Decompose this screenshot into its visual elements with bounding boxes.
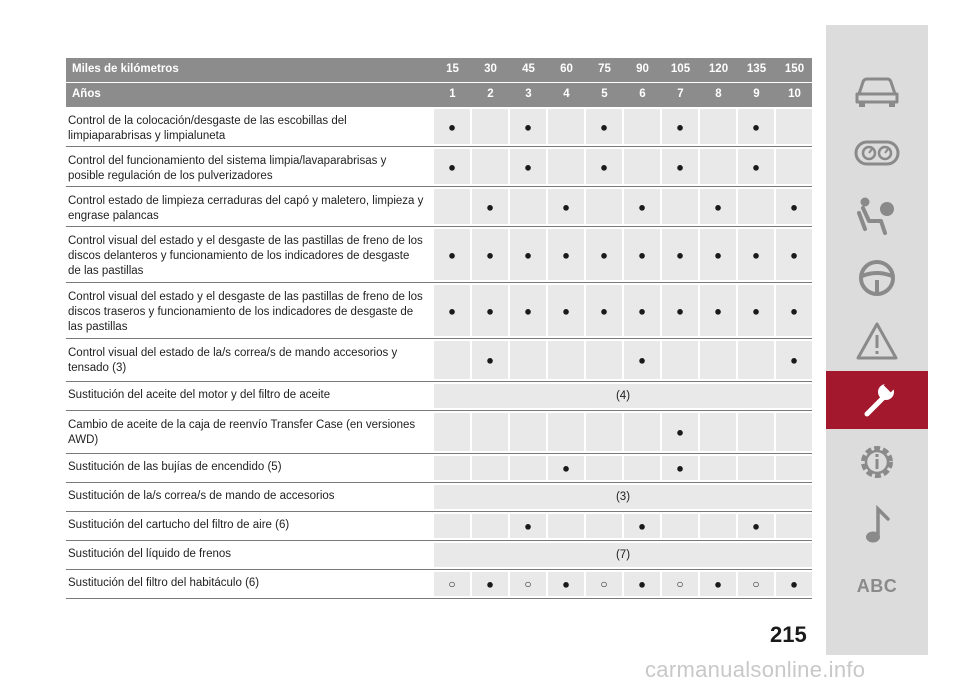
table-row	[66, 454, 812, 483]
interval-cell	[472, 189, 508, 224]
interval-cell	[586, 285, 622, 336]
table-row	[66, 187, 812, 227]
filled-circle-mark: ●	[676, 424, 684, 440]
filled-circle-mark: ●	[638, 303, 646, 318]
filled-circle-mark: ●	[600, 303, 608, 318]
interval-cell	[624, 285, 660, 336]
row-description: Sustitución del cartucho del filtro de aire (6)	[68, 519, 290, 531]
interval-cell	[434, 413, 470, 451]
interval-cell	[738, 514, 774, 538]
table-row	[66, 107, 812, 147]
interval-cell	[434, 572, 470, 596]
abc-index-icon: ABC	[856, 575, 898, 596]
interval-cell	[548, 413, 584, 451]
filled-circle-mark: ●	[524, 159, 532, 174]
interval-cell	[586, 189, 622, 224]
interval-cell	[700, 189, 736, 224]
row-description: Sustitución de las bujías de encendido (5)	[68, 461, 282, 473]
interval-cell	[624, 341, 660, 379]
interval-cell	[776, 572, 812, 596]
interval-cell	[738, 572, 774, 596]
header-years-row	[66, 83, 812, 107]
filled-circle-mark: ●	[714, 199, 722, 214]
interval-cell	[662, 149, 698, 184]
airbag-seat-icon	[855, 195, 899, 235]
sidebar-item-technical-data[interactable]	[826, 433, 928, 491]
interval-cell	[510, 189, 546, 224]
filled-circle-mark: ●	[638, 518, 646, 534]
sidebar-item-maintenance[interactable]	[826, 371, 928, 429]
interval-cell	[624, 572, 660, 596]
interval-cell	[548, 149, 584, 184]
interval-cell	[434, 456, 470, 480]
filled-circle-mark: ●	[676, 119, 684, 134]
sidebar-item-safety[interactable]	[826, 186, 928, 244]
interval-cell	[586, 514, 622, 538]
km-value: 60	[560, 63, 573, 75]
filled-circle-mark: ●	[562, 576, 570, 592]
row-description: Control de la colocación/desgaste de las escobillas del limpiaparabrisas y limpialuneta	[68, 115, 347, 142]
interval-cell	[586, 149, 622, 184]
interval-cell	[510, 285, 546, 336]
km-value: 30	[484, 63, 497, 75]
interval-cells	[434, 514, 812, 538]
open-circle-mark: ○	[676, 577, 684, 591]
filled-circle-mark: ●	[790, 199, 798, 214]
filled-circle-mark: ●	[600, 247, 608, 262]
row-description: Control visual del estado y el desgaste de las pastillas de freno de los discos delanteros y funcionamiento de los indicadores de desgaste de las pastillas	[68, 235, 423, 277]
watermark: carmanualsonline.info	[645, 657, 866, 682]
interval-cell	[738, 229, 774, 280]
interval-cell	[472, 514, 508, 538]
interval-cell	[700, 109, 736, 144]
interval-cell	[662, 109, 698, 144]
row-description: Sustitución del aceite del motor y del filtro de aceite	[68, 389, 331, 401]
year-value: 5	[601, 88, 608, 100]
open-circle-mark: ○	[448, 577, 456, 591]
interval-cells	[434, 456, 812, 480]
km-value: 90	[636, 63, 649, 75]
interval-cell	[510, 572, 546, 596]
interval-cell	[624, 413, 660, 451]
interval-cell	[662, 413, 698, 451]
interval-cell	[472, 109, 508, 144]
interval-cell	[510, 456, 546, 480]
interval-cell	[700, 413, 736, 451]
interval-cell	[548, 229, 584, 280]
header-km-label: Miles de kilómetros	[72, 63, 179, 75]
km-value: 150	[784, 63, 805, 75]
filled-circle-mark: ●	[524, 247, 532, 262]
year-value: 2	[487, 88, 494, 100]
filled-circle-mark: ●	[486, 199, 494, 214]
interval-cells	[434, 341, 812, 379]
interval-cells	[434, 229, 812, 280]
row-description: Control visual del estado de la/s correa/s de mando accesorios y tensado (3)	[68, 347, 398, 374]
table-row	[66, 147, 812, 187]
interval-cell	[434, 149, 470, 184]
interval-cell	[624, 514, 660, 538]
filled-circle-mark: ●	[752, 518, 760, 534]
filled-circle-mark: ●	[752, 159, 760, 174]
interval-cell	[700, 456, 736, 480]
filled-circle-mark: ●	[524, 119, 532, 134]
car-icon	[853, 72, 901, 108]
filled-circle-mark: ●	[562, 303, 570, 318]
interval-cell	[700, 514, 736, 538]
year-value: 4	[563, 88, 570, 100]
row-description: Cambio de aceite de la caja de reenvío Transfer Case (en versiones AWD)	[68, 419, 416, 446]
interval-cell	[510, 109, 546, 144]
row-description: Control estado de limpieza cerraduras del capó y maletero, limpieza y engrase palancas	[68, 195, 424, 222]
interval-cell	[510, 341, 546, 379]
table-row	[66, 283, 812, 339]
row-description: Sustitución del filtro del habitáculo (6)	[68, 577, 260, 589]
filled-circle-mark: ●	[638, 247, 646, 262]
km-value: 45	[522, 63, 535, 75]
interval-cells	[434, 149, 812, 184]
open-circle-mark: ○	[524, 577, 532, 591]
interval-cell	[776, 285, 812, 336]
interval-cell	[472, 456, 508, 480]
year-value: 3	[525, 88, 532, 100]
info-gear-icon	[856, 441, 898, 483]
sidebar-item-emergency[interactable]	[826, 312, 928, 370]
year-value: 8	[715, 88, 722, 100]
page-number: 215	[770, 622, 807, 647]
sidebar-item-index[interactable]	[826, 557, 928, 615]
filled-circle-mark: ●	[524, 518, 532, 534]
filled-circle-mark: ●	[752, 119, 760, 134]
interval-cell	[548, 341, 584, 379]
row-description: Sustitución del líquido de frenos	[68, 548, 232, 560]
interval-cell	[662, 456, 698, 480]
interval-cell	[548, 514, 584, 538]
interval-cell	[700, 149, 736, 184]
km-value: 15	[446, 63, 459, 75]
sidebar-item-dashboard[interactable]	[826, 124, 928, 182]
interval-cells	[434, 572, 812, 596]
interval-cell	[434, 229, 470, 280]
row-description: Control del funcionamiento del sistema limpia/lavaparabrisas y posible regulación de los pulverizadores	[68, 155, 387, 182]
interval-cell	[738, 413, 774, 451]
km-value: 105	[670, 63, 691, 75]
interval-cell	[662, 189, 698, 224]
filled-circle-mark: ●	[714, 303, 722, 318]
interval-cells	[434, 285, 812, 336]
table-row	[66, 411, 812, 454]
km-value: 135	[746, 63, 767, 75]
sidebar-item-multimedia[interactable]	[826, 496, 928, 554]
chapter-sidebar	[826, 25, 928, 655]
interval-cell	[434, 514, 470, 538]
filled-circle-mark: ●	[752, 247, 760, 262]
steering-wheel-icon	[857, 258, 897, 298]
filled-circle-mark: ●	[790, 303, 798, 318]
interval-cell	[662, 514, 698, 538]
filled-circle-mark: ●	[714, 576, 722, 592]
header-km-row	[66, 58, 812, 82]
year-value: 7	[677, 88, 684, 100]
footnote-reference: (3)	[615, 491, 631, 503]
interval-cell	[510, 413, 546, 451]
interval-cell	[586, 109, 622, 144]
interval-cell	[624, 189, 660, 224]
filled-circle-mark: ●	[448, 119, 456, 134]
interval-cell	[662, 572, 698, 596]
filled-circle-mark: ●	[676, 303, 684, 318]
interval-cell	[662, 229, 698, 280]
filled-circle-mark: ●	[790, 576, 798, 592]
filled-circle-mark: ●	[562, 460, 570, 476]
interval-cell	[434, 189, 470, 224]
interval-cell	[472, 149, 508, 184]
filled-circle-mark: ●	[448, 159, 456, 174]
km-value: 75	[598, 63, 611, 75]
filled-circle-mark: ●	[448, 303, 456, 318]
filled-circle-mark: ●	[448, 247, 456, 262]
interval-cell	[738, 285, 774, 336]
interval-cell	[510, 229, 546, 280]
interval-cells	[434, 189, 812, 224]
interval-cell	[776, 514, 812, 538]
filled-circle-mark: ●	[790, 247, 798, 262]
interval-cells	[434, 413, 812, 451]
sidebar-item-driving[interactable]	[826, 249, 928, 307]
interval-cell	[472, 229, 508, 280]
interval-cell	[434, 109, 470, 144]
interval-cell	[662, 341, 698, 379]
interval-cell	[738, 189, 774, 224]
year-value: 6	[639, 88, 646, 100]
interval-cell	[624, 229, 660, 280]
table-row	[66, 227, 812, 283]
interval-cell	[624, 109, 660, 144]
table-row	[66, 339, 812, 382]
interval-cell	[548, 109, 584, 144]
year-value: 1	[449, 88, 456, 100]
interval-cell	[738, 456, 774, 480]
maintenance-schedule-table	[66, 58, 812, 599]
wrench-icon	[857, 380, 897, 420]
table-row	[66, 570, 812, 599]
filled-circle-mark: ●	[486, 303, 494, 318]
filled-circle-mark: ●	[600, 159, 608, 174]
interval-cell	[776, 149, 812, 184]
interval-cell	[738, 341, 774, 379]
interval-cell	[700, 341, 736, 379]
header-years-label: Años	[72, 88, 101, 100]
row-description: Control visual del estado y el desgaste de las pastillas de freno de los discos traseros y funcionamiento de los indicadores de desgaste de las pastillas	[68, 291, 423, 333]
interval-cell	[548, 456, 584, 480]
interval-cells	[434, 109, 812, 144]
interval-cell	[472, 341, 508, 379]
interval-cell	[548, 285, 584, 336]
interval-cell	[662, 285, 698, 336]
filled-circle-mark: ●	[638, 352, 646, 368]
open-circle-mark: ○	[600, 577, 608, 591]
merged-interval-cell	[434, 543, 812, 567]
interval-cell	[776, 189, 812, 224]
interval-cell	[700, 285, 736, 336]
filled-circle-mark: ●	[562, 247, 570, 262]
filled-circle-mark: ●	[600, 119, 608, 134]
year-value: 10	[788, 88, 801, 100]
interval-cell	[548, 189, 584, 224]
table-body	[66, 107, 812, 599]
footnote-reference: (4)	[615, 390, 631, 402]
interval-cell	[776, 109, 812, 144]
filled-circle-mark: ●	[562, 199, 570, 214]
interval-cell	[510, 514, 546, 538]
interval-cell	[548, 572, 584, 596]
interval-cell	[624, 456, 660, 480]
year-value: 9	[753, 88, 760, 100]
interval-cell	[472, 572, 508, 596]
interval-cell	[434, 341, 470, 379]
table-row	[66, 512, 812, 541]
filled-circle-mark: ●	[676, 247, 684, 262]
row-description: Sustitución de la/s correa/s de mando de accesorios	[68, 490, 335, 502]
table-row	[66, 541, 812, 570]
filled-circle-mark: ●	[676, 159, 684, 174]
interval-cell	[586, 229, 622, 280]
filled-circle-mark: ●	[638, 199, 646, 214]
interval-cell	[776, 456, 812, 480]
dashboard-gauges-icon	[854, 138, 900, 168]
interval-cell	[738, 149, 774, 184]
merged-interval-cell	[434, 485, 812, 509]
interval-cell	[700, 572, 736, 596]
interval-cell	[434, 285, 470, 336]
interval-cell	[738, 109, 774, 144]
warning-triangle-icon	[855, 321, 899, 361]
sidebar-item-car[interactable]	[826, 61, 928, 119]
footnote-reference: (7)	[615, 549, 631, 561]
filled-circle-mark: ●	[486, 352, 494, 368]
interval-cell	[586, 456, 622, 480]
filled-circle-mark: ●	[524, 303, 532, 318]
interval-cell	[700, 229, 736, 280]
interval-cell	[624, 149, 660, 184]
interval-cell	[586, 413, 622, 451]
filled-circle-mark: ●	[486, 576, 494, 592]
open-circle-mark: ○	[752, 577, 760, 591]
interval-cell	[472, 413, 508, 451]
filled-circle-mark: ●	[676, 460, 684, 476]
interval-cell	[776, 341, 812, 379]
table-row	[66, 483, 812, 512]
filled-circle-mark: ●	[638, 576, 646, 592]
table-row	[66, 382, 812, 411]
filled-circle-mark: ●	[714, 247, 722, 262]
filled-circle-mark: ●	[790, 352, 798, 368]
interval-cell	[586, 341, 622, 379]
interval-cell	[510, 149, 546, 184]
interval-cell	[472, 285, 508, 336]
music-note-icon	[862, 505, 892, 545]
merged-interval-cell	[434, 384, 812, 408]
interval-cell	[776, 413, 812, 451]
filled-circle-mark: ●	[486, 247, 494, 262]
km-value: 120	[708, 63, 729, 75]
interval-cell	[776, 229, 812, 280]
interval-cell	[586, 572, 622, 596]
filled-circle-mark: ●	[752, 303, 760, 318]
